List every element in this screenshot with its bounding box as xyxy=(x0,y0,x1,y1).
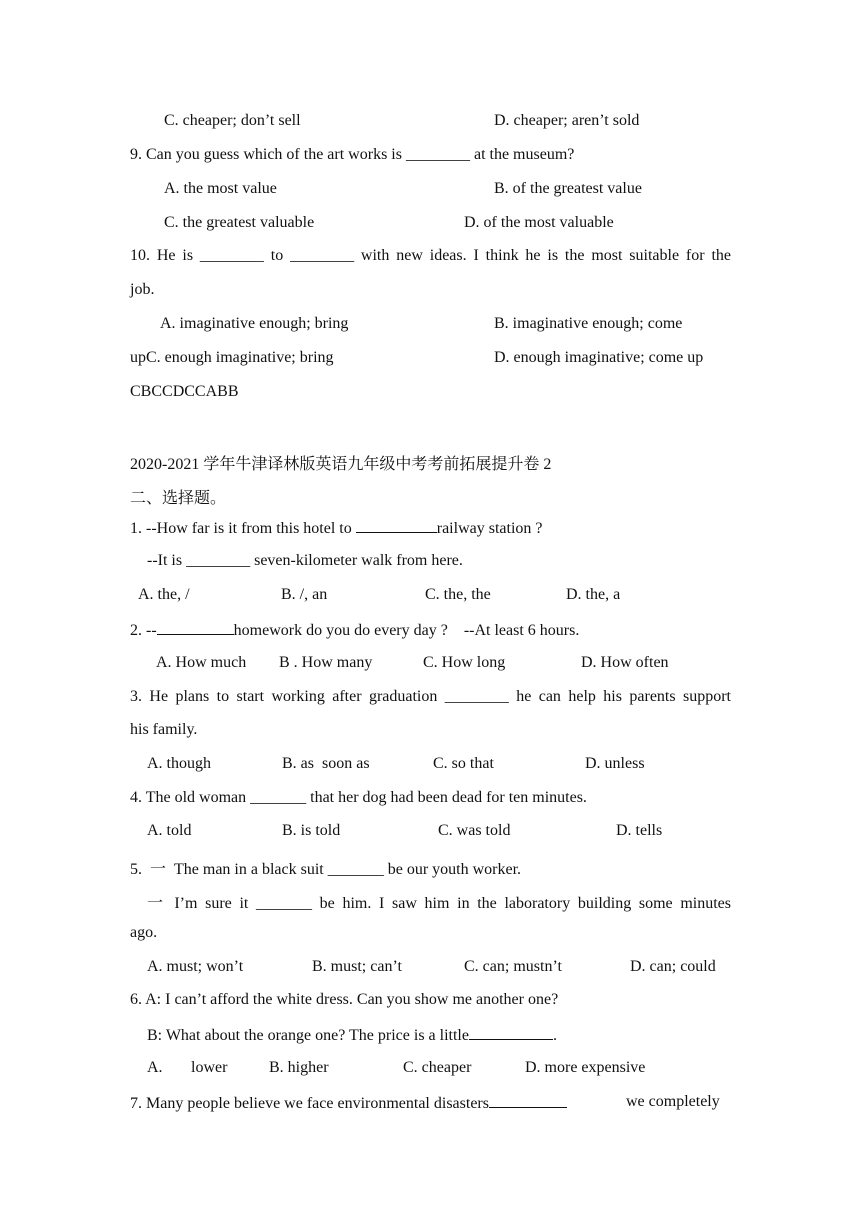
q6-blank xyxy=(469,1025,553,1040)
q4-option-a: A. told xyxy=(147,822,192,839)
q10-option-b: B. imaginative enough; come xyxy=(494,315,683,332)
q1-blank xyxy=(356,518,437,533)
q10-option-a: A. imaginative enough; bring xyxy=(160,315,349,332)
q10-stem: 10. He is ________ to ________ with new ideas. I think he is the most suitable for the xyxy=(130,247,731,264)
q6-option-b: B. higher xyxy=(269,1059,329,1076)
q6-option-c: C. cheaper xyxy=(403,1059,472,1076)
q2-option-d: D. How often xyxy=(581,654,669,671)
q4-option-d: D. tells xyxy=(616,822,663,839)
q10-stem-cont: job. xyxy=(130,281,155,298)
q8-option-d: D. cheaper; aren’t sold xyxy=(494,112,640,129)
section-heading: 二、选择题。 xyxy=(130,490,227,507)
q1-option-d: D. the, a xyxy=(566,586,621,603)
q3-option-b: B. as soon as xyxy=(282,755,370,772)
q2-option-b: B . How many xyxy=(279,654,373,671)
q2-option-c: C. How long xyxy=(423,654,506,671)
q9-option-a: A. the most value xyxy=(164,180,277,197)
q4-option-b: B. is told xyxy=(282,822,341,839)
q9-option-c: C. the greatest valuable xyxy=(164,214,315,231)
q10-option-d: D. enough imaginative; come up xyxy=(494,349,704,366)
q4-option-c: C. was told xyxy=(438,822,511,839)
q3-stem: 3. He plans to start working after graduation ________ he can help his parents support xyxy=(130,688,731,705)
q5-stem: 5. 一 The man in a black suit _______ be our youth worker. xyxy=(130,861,522,878)
q6-stem: 6. A: I can’t afford the white dress. Can you show me another one? xyxy=(130,991,559,1008)
q1-stem: 1. --How far is it from this hotel to railway station ? xyxy=(130,520,543,537)
q5-stem-cont: 一 I’m sure it _______ be him. I saw him in the laboratory building some minutes xyxy=(147,895,731,912)
q5-option-c: C. can; mustn’t xyxy=(464,958,562,975)
q10-option-c: upC. enough imaginative; bring xyxy=(130,349,334,366)
q1-stem-cont: --It is ________ seven-kilometer walk from here. xyxy=(147,552,463,569)
answer-key: CBCCDCCABB xyxy=(130,383,239,400)
q5-option-a: A. must; won’t xyxy=(147,958,244,975)
q3-stem-cont: his family. xyxy=(130,721,198,738)
q1-option-a: A. the, / xyxy=(138,586,190,603)
q3-option-d: D. unless xyxy=(585,755,645,772)
q2-option-a: A. How much xyxy=(156,654,247,671)
q3-option-a: A. though xyxy=(147,755,211,772)
q7-blank xyxy=(489,1093,567,1108)
q5-option-b: B. must; can’t xyxy=(312,958,402,975)
q9-stem: 9. Can you guess which of the art works is ________ at the museum? xyxy=(130,146,575,163)
q1-option-b: B. /, an xyxy=(281,586,328,603)
q5-stem-end: ago. xyxy=(130,924,158,941)
q2-blank xyxy=(157,620,234,635)
q9-option-d: D. of the most valuable xyxy=(464,214,614,231)
q6-option-a-word: lower xyxy=(191,1059,228,1076)
exam-title: 2020-2021 学年牛津译林版英语九年级中考考前拓展提升卷 2 xyxy=(130,456,552,473)
q6-stem-cont: B: What about the orange one? The price is a little . xyxy=(147,1027,557,1044)
q6-option-a: A. xyxy=(147,1059,163,1076)
q4-stem: 4. The old woman _______ that her dog had been dead for ten minutes. xyxy=(130,789,587,806)
q2-stem: 2. -- homework do you do every day ? --At least 6 hours. xyxy=(130,622,580,639)
q1-option-c: C. the, the xyxy=(425,586,491,603)
q8-option-c: C. cheaper; don’t sell xyxy=(164,112,301,129)
q9-option-b: B. of the greatest value xyxy=(494,180,642,197)
q7-stem: 7. Many people believe we face environmental disasters xyxy=(130,1093,567,1113)
q7-stem-end: we completely xyxy=(626,1093,720,1110)
q6-option-d: D. more expensive xyxy=(525,1059,646,1076)
q5-option-d: D. can; could xyxy=(630,958,716,975)
q3-option-c: C. so that xyxy=(433,755,494,772)
